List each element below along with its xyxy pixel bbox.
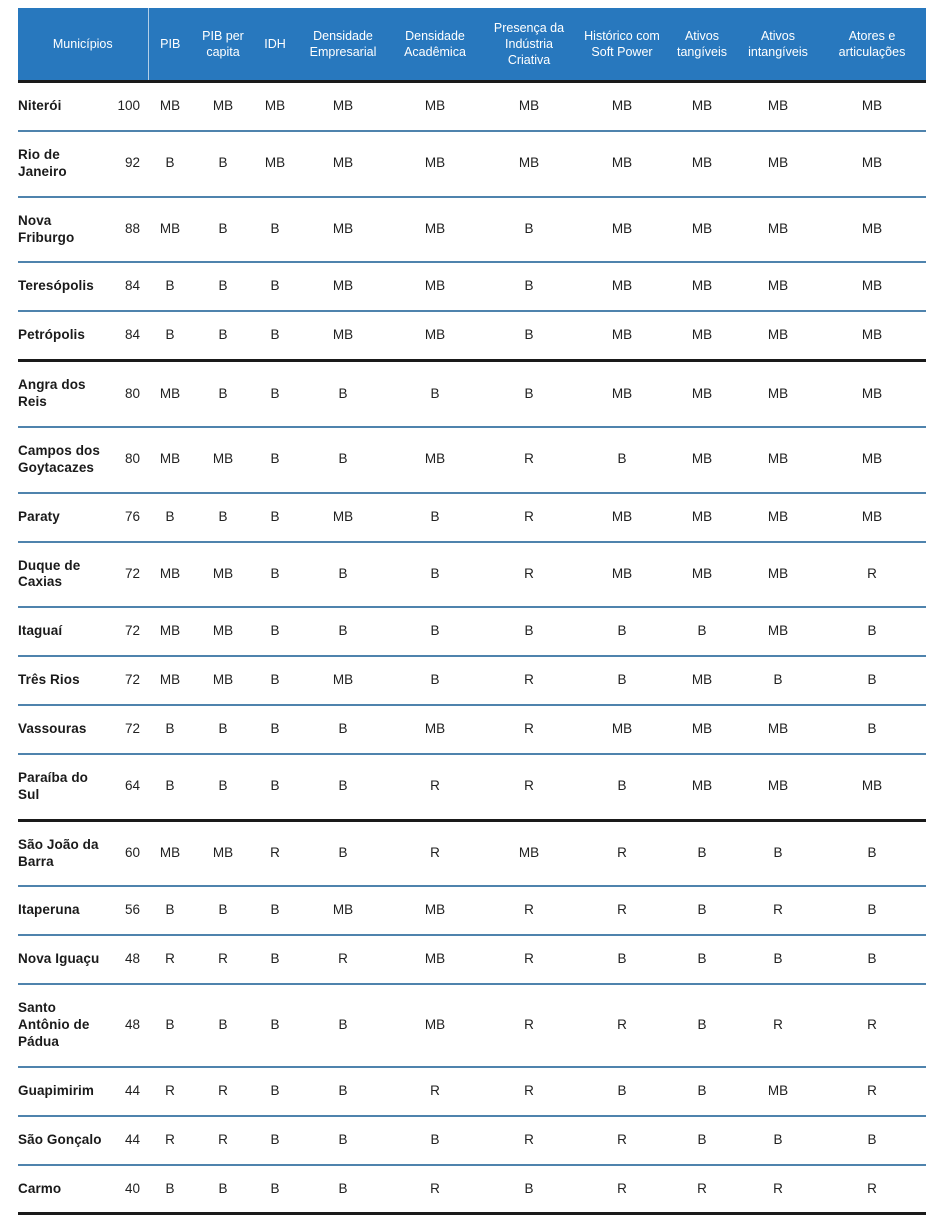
rating-cell: B — [218, 327, 228, 343]
rating-cell: MB — [611, 508, 633, 524]
rating-cell: MB — [159, 623, 181, 639]
rating-cell: B — [430, 565, 440, 581]
rating-cell: MB — [611, 327, 633, 343]
rating-cell: MB — [212, 672, 234, 688]
rating-cell: B — [218, 902, 228, 918]
rating-cell: MB — [332, 98, 354, 113]
rating-cell: MB — [691, 451, 713, 467]
rating-cell: MB — [611, 98, 633, 113]
municipality-name: Teresópolis — [18, 278, 94, 294]
rating-cell: R — [218, 1082, 228, 1098]
rating-cell: B — [338, 451, 348, 467]
rating-cell: R — [617, 1131, 627, 1147]
rating-cell: B — [270, 508, 280, 524]
municipality-name: Itaguaí — [18, 623, 63, 639]
column-header-5: Presença da Indústria Criativa — [480, 8, 578, 82]
column-header-7: Ativos tangíveis — [666, 8, 738, 82]
rating-cell: MB — [611, 721, 633, 736]
rating-cell: B — [524, 1180, 534, 1196]
rating-cell: B — [338, 623, 348, 639]
rating-cell: B — [697, 951, 707, 967]
rating-cell: B — [338, 1131, 348, 1147]
score-cell: 72 — [124, 623, 140, 639]
score-cell: 48 — [124, 951, 140, 967]
table-row — [18, 886, 926, 935]
table-body — [18, 82, 926, 1214]
rating-cell: B — [165, 508, 175, 524]
table-row — [18, 935, 926, 984]
municipality-name: Angra dos Reis — [18, 377, 86, 409]
rating-cell: B — [270, 565, 280, 581]
rating-cell: B — [270, 951, 280, 967]
rating-cell: MB — [691, 721, 713, 736]
rating-cell: MB — [424, 1017, 446, 1032]
rating-cell: B — [617, 951, 627, 967]
rating-cell: R — [165, 1082, 175, 1098]
rating-cell: R — [524, 778, 534, 794]
rating-cell: B — [430, 672, 440, 688]
score-cell: 44 — [124, 1131, 140, 1147]
column-header-1: PIB per capita — [192, 8, 254, 82]
rating-cell: MB — [424, 902, 446, 918]
rating-cell: MB — [691, 385, 713, 401]
rating-cell: R — [524, 951, 534, 967]
rating-cell: R — [773, 1180, 783, 1196]
municipality-name: Campos dos Goytacazes — [18, 442, 101, 475]
rating-cell: B — [524, 327, 534, 343]
municipality-name: Guapimirim — [18, 1082, 95, 1098]
score-cell: 56 — [124, 902, 140, 918]
rating-cell: MB — [518, 845, 540, 861]
rating-cell: R — [617, 1017, 627, 1032]
score-cell: 44 — [124, 1082, 140, 1098]
rating-cell: MB — [861, 327, 883, 343]
rating-cell: MB — [691, 98, 713, 113]
score-cell: 84 — [124, 278, 140, 294]
rating-cell: MB — [424, 451, 446, 467]
rating-cell: MB — [767, 565, 789, 581]
rating-cell: MB — [861, 98, 883, 113]
header-row — [18, 8, 926, 82]
rating-cell: MB — [332, 902, 354, 918]
rating-cell: B — [218, 1180, 228, 1196]
rating-cell: R — [430, 1180, 440, 1196]
rating-cell: B — [218, 508, 228, 524]
rating-cell: MB — [424, 221, 446, 237]
column-header-2: IDH — [254, 8, 296, 82]
municipality-name: São Gonçalo — [18, 1131, 102, 1147]
rating-cell: MB — [424, 327, 446, 343]
table-row — [18, 427, 926, 493]
rating-cell: MB — [861, 221, 883, 237]
rating-cell: R — [338, 951, 348, 967]
rating-cell: B — [165, 721, 175, 736]
rating-cell: B — [617, 451, 627, 467]
rating-cell: R — [867, 1180, 877, 1196]
rating-cell: B — [270, 327, 280, 343]
table-row — [18, 984, 926, 1067]
rating-cell: MB — [159, 565, 181, 581]
score-cell: 72 — [124, 565, 140, 581]
score-cell: 76 — [124, 508, 140, 524]
rating-cell: B — [617, 672, 627, 688]
rating-cell: MB — [264, 98, 286, 113]
municipality-name: Niterói — [18, 98, 62, 113]
rating-cell: R — [218, 1131, 228, 1147]
rating-cell: MB — [264, 155, 286, 171]
municipality-name: Carmo — [18, 1180, 62, 1196]
rating-cell: MB — [424, 951, 446, 967]
rating-cell: MB — [611, 385, 633, 401]
rating-cell: MB — [691, 672, 713, 688]
rating-cell: R — [524, 721, 534, 736]
score-cell: 92 — [124, 155, 140, 171]
table-row — [18, 820, 926, 886]
rating-cell: R — [165, 951, 175, 967]
rating-cell: B — [524, 221, 534, 237]
rating-cell: B — [218, 778, 228, 794]
score-cell: 88 — [124, 221, 140, 237]
rating-cell: R — [430, 1082, 440, 1098]
rating-cell: R — [617, 1180, 627, 1196]
rating-cell: MB — [518, 155, 540, 171]
municipality-ranking-table — [18, 8, 926, 1215]
rating-cell: R — [697, 1180, 707, 1196]
rating-cell: R — [773, 1017, 783, 1032]
rating-cell: B — [430, 385, 440, 401]
rating-cell: MB — [611, 278, 633, 294]
column-header-3: Densidade Empresarial — [296, 8, 390, 82]
rating-cell: B — [697, 623, 707, 639]
table-row — [18, 1067, 926, 1116]
municipality-name: Rio de Janeiro — [18, 146, 67, 179]
rating-cell: MB — [332, 278, 354, 294]
rating-cell: MB — [332, 672, 354, 688]
rating-cell: B — [270, 1131, 280, 1147]
rating-cell: B — [617, 778, 627, 794]
municipality-name: Vassouras — [18, 721, 87, 736]
rating-cell: B — [165, 327, 175, 343]
rating-cell: MB — [212, 98, 234, 113]
table-row — [18, 197, 926, 263]
rating-cell: B — [773, 845, 783, 861]
score-cell: 60 — [124, 845, 140, 861]
rating-cell: B — [338, 721, 348, 736]
rating-cell: B — [867, 623, 877, 639]
rating-cell: MB — [332, 508, 354, 524]
rating-cell: B — [338, 1017, 348, 1032]
rating-cell: B — [218, 155, 228, 171]
rating-cell: B — [338, 1180, 348, 1196]
rating-cell: MB — [159, 98, 181, 113]
rating-cell: B — [867, 721, 877, 736]
rating-cell: B — [270, 221, 280, 237]
table-row — [18, 361, 926, 427]
rating-cell: MB — [518, 98, 540, 113]
rating-cell: MB — [159, 451, 181, 467]
rating-cell: MB — [767, 221, 789, 237]
rating-cell: MB — [332, 221, 354, 237]
score-cell: 64 — [124, 778, 140, 794]
rating-cell: R — [270, 845, 280, 861]
column-header-0: PIB — [148, 8, 192, 82]
rating-cell: R — [773, 902, 783, 918]
rating-cell: MB — [691, 778, 713, 794]
municipality-name: São João da Barra — [18, 836, 99, 869]
rating-cell: MB — [212, 451, 234, 467]
table-row — [18, 1165, 926, 1214]
rating-cell: B — [165, 902, 175, 918]
rating-cell: MB — [212, 845, 234, 861]
rating-cell: R — [218, 951, 228, 967]
rating-cell: MB — [691, 508, 713, 524]
rating-cell: MB — [611, 155, 633, 171]
rating-cell: B — [270, 385, 280, 401]
table-row — [18, 656, 926, 705]
rating-cell: B — [697, 1131, 707, 1147]
rating-cell: B — [165, 1180, 175, 1196]
rating-cell: B — [697, 845, 707, 861]
rating-cell: MB — [767, 451, 789, 467]
score-cell: 80 — [124, 451, 140, 467]
rating-cell: MB — [767, 508, 789, 524]
municipality-name: Três Rios — [18, 672, 80, 688]
score-cell: 40 — [124, 1180, 140, 1196]
rating-cell: B — [867, 1131, 877, 1147]
score-cell: 80 — [124, 385, 140, 401]
rating-cell: B — [867, 845, 877, 861]
table-row — [18, 262, 926, 311]
rating-cell: MB — [861, 155, 883, 171]
score-cell: 72 — [124, 672, 140, 688]
rating-cell: B — [338, 565, 348, 581]
rating-cell: R — [867, 565, 877, 581]
rating-cell: B — [270, 278, 280, 294]
rating-cell: B — [165, 155, 175, 171]
rating-cell: R — [524, 451, 534, 467]
rating-cell: MB — [767, 721, 789, 736]
rating-cell: MB — [861, 508, 883, 524]
rating-cell: MB — [861, 778, 883, 794]
rating-cell: R — [867, 1017, 877, 1032]
rating-cell: R — [617, 845, 627, 861]
rating-cell: R — [524, 1082, 534, 1098]
rating-cell: B — [697, 902, 707, 918]
rating-cell: B — [338, 1082, 348, 1098]
rating-cell: R — [867, 1082, 877, 1098]
rating-cell: B — [218, 278, 228, 294]
rating-cell: R — [524, 1131, 534, 1147]
rating-cell: B — [773, 951, 783, 967]
rating-cell: MB — [767, 327, 789, 343]
rating-cell: MB — [332, 327, 354, 343]
rating-cell: R — [524, 1017, 534, 1032]
rating-cell: MB — [767, 1082, 789, 1098]
rating-cell: B — [270, 778, 280, 794]
rating-cell: R — [524, 672, 534, 688]
rating-cell: MB — [212, 565, 234, 581]
rating-cell: B — [218, 385, 228, 401]
rating-cell: MB — [159, 672, 181, 688]
rating-cell: B — [524, 278, 534, 294]
municipality-name: Itaperuna — [18, 902, 80, 918]
table-row — [18, 754, 926, 820]
rating-cell: MB — [424, 155, 446, 171]
rating-cell: MB — [767, 623, 789, 639]
rating-cell: R — [524, 508, 534, 524]
rating-cell: B — [270, 721, 280, 736]
rating-cell: MB — [767, 98, 789, 113]
rating-cell: MB — [691, 565, 713, 581]
rating-cell: R — [165, 1131, 175, 1147]
rating-cell: B — [165, 778, 175, 794]
rating-cell: B — [270, 1082, 280, 1098]
rating-cell: B — [430, 508, 440, 524]
rating-cell: B — [430, 623, 440, 639]
rating-cell: MB — [861, 278, 883, 294]
rating-cell: B — [338, 845, 348, 861]
rating-cell: B — [524, 385, 534, 401]
table-row — [18, 131, 926, 197]
rating-cell: B — [270, 1017, 280, 1032]
rating-cell: MB — [424, 98, 446, 113]
rating-cell: MB — [691, 221, 713, 237]
rating-cell: R — [617, 902, 627, 918]
column-header-9: Atores e articulações — [818, 8, 926, 82]
column-header-8: Ativos intangíveis — [738, 8, 818, 82]
municipality-name: Santo Antônio de Pádua — [18, 1000, 90, 1049]
municipality-name: Paraty — [18, 508, 60, 524]
municipality-name: Nova Iguaçu — [18, 951, 100, 967]
rating-cell: B — [270, 672, 280, 688]
table-header — [18, 8, 926, 82]
rating-cell: MB — [691, 327, 713, 343]
rating-cell: B — [338, 385, 348, 401]
rating-cell: R — [524, 565, 534, 581]
rating-cell: B — [165, 1017, 175, 1032]
rating-cell: B — [867, 672, 877, 688]
rating-cell: MB — [767, 278, 789, 294]
rating-cell: B — [617, 1082, 627, 1098]
score-cell: 84 — [124, 327, 140, 343]
rating-cell: B — [773, 672, 783, 688]
rating-cell: MB — [767, 778, 789, 794]
rating-cell: R — [430, 845, 440, 861]
rating-cell: B — [338, 778, 348, 794]
rating-cell: B — [617, 623, 627, 639]
rating-cell: B — [430, 1131, 440, 1147]
rating-cell: B — [270, 451, 280, 467]
rating-cell: B — [697, 1017, 707, 1032]
rating-cell: MB — [332, 155, 354, 171]
rating-cell: MB — [159, 845, 181, 861]
score-cell: 48 — [124, 1017, 140, 1032]
rating-cell: MB — [212, 623, 234, 639]
table-row — [18, 705, 926, 754]
rating-cell: R — [430, 778, 440, 794]
rating-cell: MB — [767, 155, 789, 171]
table-row — [18, 493, 926, 542]
rating-cell: MB — [424, 721, 446, 736]
rating-cell: MB — [611, 565, 633, 581]
rating-cell: MB — [611, 221, 633, 237]
municipality-name: Duque de Caxias — [18, 557, 81, 590]
score-cell: 100 — [117, 98, 140, 113]
municipality-name: Petrópolis — [18, 327, 86, 343]
table-row — [18, 607, 926, 656]
rating-cell: B — [773, 1131, 783, 1147]
rating-cell: B — [218, 221, 228, 237]
rating-cell: B — [270, 902, 280, 918]
table-row — [18, 82, 926, 131]
rating-cell: MB — [424, 278, 446, 294]
score-cell: 72 — [124, 721, 140, 736]
municipality-name: Nova Friburgo — [18, 212, 75, 245]
rating-cell: B — [867, 902, 877, 918]
rating-cell: R — [524, 902, 534, 918]
rating-cell: B — [218, 721, 228, 736]
rating-cell: B — [867, 951, 877, 967]
rating-cell: MB — [691, 155, 713, 171]
rating-cell: B — [165, 278, 175, 294]
column-header-municipios: Municípios — [18, 8, 148, 82]
rating-cell: MB — [159, 221, 181, 237]
rating-cell: MB — [861, 451, 883, 467]
table-row — [18, 311, 926, 360]
rating-cell: B — [697, 1082, 707, 1098]
rating-cell: B — [524, 623, 534, 639]
rating-cell: B — [218, 1017, 228, 1032]
table-row — [18, 542, 926, 608]
rating-cell: MB — [159, 385, 181, 401]
rating-cell: MB — [861, 385, 883, 401]
table-row — [18, 1116, 926, 1165]
column-header-6: Histórico com Soft Power — [578, 8, 666, 82]
rating-cell: B — [270, 1180, 280, 1196]
column-header-4: Densidade Acadêmica — [390, 8, 480, 82]
rating-cell: B — [270, 623, 280, 639]
rating-cell: MB — [767, 385, 789, 401]
municipality-name: Paraíba do Sul — [18, 769, 89, 802]
rating-cell: MB — [691, 278, 713, 294]
